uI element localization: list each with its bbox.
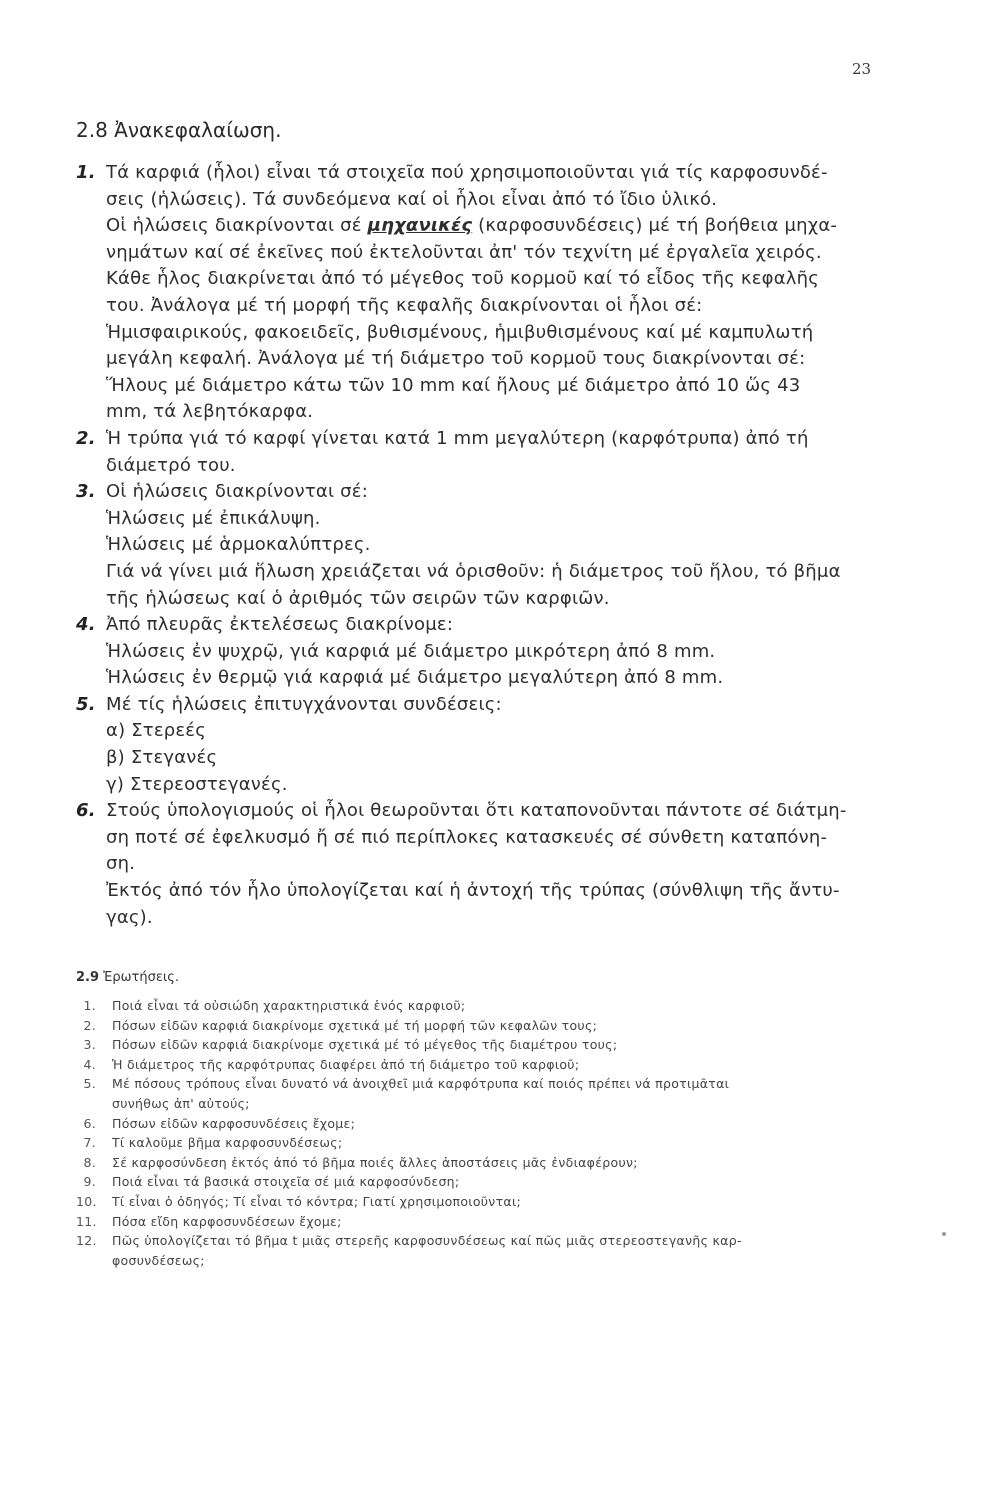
question-line: Σέ καρφοσύνδεση ἐκτός ἀπό τό βῆμα ποιές ἄλλες ἀποστάσεις μᾶς ἐνδιαφέρουν; [112,1154,638,1170]
question-line: Πόσων εἰδῶν καρφοσυνδέσεις ἔχομε; [112,1115,356,1131]
question-number: 6. [83,1115,96,1131]
summary-line: Ἡμισφαιρικούς, φακοειδεῖς, βυθισμένους, ἡμιβυθισμένους καί μέ καμπυλωτή [106,321,814,343]
question-number: 1. [83,998,96,1013]
summary-item-number: 4. [76,614,96,636]
summary-line: σεις (ἡλώσεις). Τά συνδεόμενα καί οἱ ἧλοι εἶναι ἀπό τό ἴδιο ὑλικό. [106,188,718,210]
summary-line: Ἡλώσεις μέ ἁρμοκαλύπτρες. [106,534,371,556]
question-line: Ἡ διάμετρος τῆς καρφότρυπας διαφέρει ἀπό τή διάμετρο τοῦ καρφιοῦ; [112,1056,580,1072]
summary-line: Ἡλώσεις ἐν θερμῷ γιά καρφιά μέ διάμετρο μεγαλύτερη ἀπό 8 mm. [106,667,724,689]
summary-line-text: Οἱ ἡλώσεις διακρίνονται σέ [106,215,368,237]
question-item [76,1074,906,1113]
question-item [76,1016,906,1036]
question-item [76,1133,906,1153]
summary-line: Στούς ὑπολογισμούς οἱ ἧλοι θεωροῦνται ὅτι καταπονοῦνται πάντοτε σέ διάτμη- [106,800,847,822]
summary-item [76,479,896,612]
question-item [76,1231,906,1270]
scan-speck [942,1232,946,1236]
summary-item-number: 2. [76,427,96,449]
question-number: 10. [76,1193,97,1209]
summary-line: διάμετρό του. [106,454,236,476]
question-item [76,1153,906,1173]
summary-line: ση ποτέ σέ ἐφελκυσμό ἤ σέ πιό περίπλοκες κατασκευές σέ σύνθετη καταπόνη- [106,826,828,848]
summary-line: Μέ τίς ἡλώσεις ἐπιτυγχάνονται συνδέσεις: [106,693,502,715]
question-line: Ποιά εἶναι τά βασικά στοιχεῖα σέ μιά καρφοσύνδεση; [112,1174,460,1190]
summary-line: α) Στερεές [106,720,206,742]
summary-line: Γιά νά γίνει μιά ἥλωση χρειάζεται νά ὁρισθοῦν: ἡ διάμετρος τοῦ ἥλου, τό βῆμα [106,560,841,582]
section-title-questions [76,970,179,985]
questions-list [76,996,906,1270]
question-item [76,996,906,1016]
summary-item [76,426,896,479]
summary-item [76,692,896,798]
summary-item [76,612,896,692]
summary-line: Ἡλώσεις ἐν ψυχρῷ, γιά καρφιά μέ διάμετρο μικρότερη ἀπό 8 mm. [106,640,716,662]
summary-item [76,160,896,426]
summary-line: γ) Στερεοστεγανές. [106,773,288,795]
section-title-summary: 2.8 Ἀνακεφαλαίωση. [76,118,282,142]
question-line: Τί καλοῦμε βῆμα καρφοσυνδέσεως; [112,1135,343,1151]
summary-line: Τά καρφιά (ἧλοι) εἶναι τά στοιχεῖα πού χρησιμοποιοῦνται γιά τίς καρφοσυνδέ- [106,162,828,183]
summary-line: του. Ἀνάλογα μέ τή μορφή τῆς κεφαλῆς διακρίνονται οἱ ἧλοι σέ: [106,294,703,316]
questions-section-number: 2.9 [76,970,100,985]
question-line: Πῶς ὑπολογίζεται τό βῆμα t μιᾶς στερεῆς καρφοσυνδέσεως καί πῶς μιᾶς στερεοστεγανῆς καρ- [112,1233,742,1249]
summary-item-number: 1. [76,162,96,183]
question-item [76,1212,906,1232]
summary-line: Ἡ τρύπα γιά τό καρφί γίνεται κατά 1 mm μεγαλύτερη (καρφότρυπα) ἀπό τή [106,427,809,449]
summary-line: μεγάλη κεφαλή. Ἀνάλογα μέ τή διάμετρο τοῦ κορμοῦ τους διακρίνονται σέ: [106,348,806,370]
question-line: Πόσων εἰδῶν καρφιά διακρίνομε σχετικά μέ τή μορφή τῶν κεφαλῶν τους; [112,1017,598,1033]
question-line: φοσυνδέσεως; [112,1252,205,1268]
emphasized-term: μηχανικές [367,215,473,237]
question-item [76,1055,906,1075]
summary-line: Ἐκτός ἀπό τόν ἧλο ὑπολογίζεται καί ἡ ἀντοχή τῆς τρύπας (σύνθλιψη τῆς ἄντυ- [106,880,840,902]
summary-list [76,160,896,931]
question-line: Ποιά εἶναι τά οὐσιώδη χαρακτηριστικά ἑνός καρφιοῦ; [112,998,466,1013]
summary-line: τῆς ἡλώσεως καί ὁ ἀριθμός τῶν σειρῶν τῶν καρφιῶν. [106,587,610,609]
question-line: Πόσα εἴδη καρφοσυνδέσεων ἔχομε; [112,1213,342,1229]
question-line: συνήθως ἀπ' αὐτούς; [112,1095,250,1111]
summary-line-text: (καρφοσυνδέσεις) μέ τή βοήθεια μηχα- [472,215,838,237]
question-number: 11. [76,1213,97,1229]
summary-line: γας). [106,906,153,928]
summary-item-number: 5. [76,693,96,715]
summary-line: Ἥλους μέ διάμετρο κάτω τῶν 10 mm καί ἥλους μέ διάμετρο ἀπό 10 ὥς 43 [106,374,801,396]
question-number: 12. [76,1233,97,1249]
question-number: 5. [83,1076,96,1092]
summary-line [106,213,896,240]
question-line: Τί εἶναι ὁ ὀδηγός; Τί εἶναι τό κόντρα; Γιατί χρησιμοποιοῦνται; [112,1193,521,1209]
summary-line: νημάτων καί σέ ἐκεῖνες πού ἐκτελοῦνται ἀπ' τόν τεχνίτη μέ ἐργαλεῖα χειρός. [106,241,822,263]
question-number: 3. [83,1037,96,1053]
summary-item [76,798,896,931]
summary-item-number: 3. [76,481,96,503]
question-number: 9. [83,1174,96,1190]
summary-line: Κάθε ἧλος διακρίνεται ἀπό τό μέγεθος τοῦ κορμοῦ καί τό εἶδος τῆς κεφαλῆς [106,268,820,290]
question-number: 7. [83,1135,96,1151]
summary-item-number: 6. [76,800,96,822]
question-item [76,1035,906,1055]
question-item [76,1192,906,1212]
summary-line: Ἀπό πλευρᾶς ἐκτελέσεως διακρίνομε: [106,614,454,636]
question-item [76,1114,906,1134]
question-number: 8. [83,1154,96,1170]
questions-section-label: Ἐρωτήσεις. [103,970,180,985]
question-item [76,1172,906,1192]
summary-line: Ἡλώσεις μέ ἐπικάλυψη. [106,507,321,529]
summary-line: ση. [106,853,136,875]
question-number: 4. [83,1056,96,1072]
question-line: Πόσων εἰδῶν καρφιά διακρίνομε σχετικά μέ τό μέγεθος τῆς διαμέτρου τους; [112,1037,618,1053]
question-line: Μέ πόσους τρόπους εἶναι δυνατό νά ἀνοιχθεῖ μιά καρφότρυπα καί ποιός πρέπει νά προτιμᾶται [112,1076,730,1092]
summary-line: β) Στεγανές [106,747,218,769]
summary-line: Οἱ ἡλώσεις διακρίνονται σέ: [106,481,368,503]
page-number: 23 [852,60,872,78]
question-number: 2. [83,1017,96,1033]
summary-line: mm, τά λεβητόκαρφα. [106,401,314,423]
